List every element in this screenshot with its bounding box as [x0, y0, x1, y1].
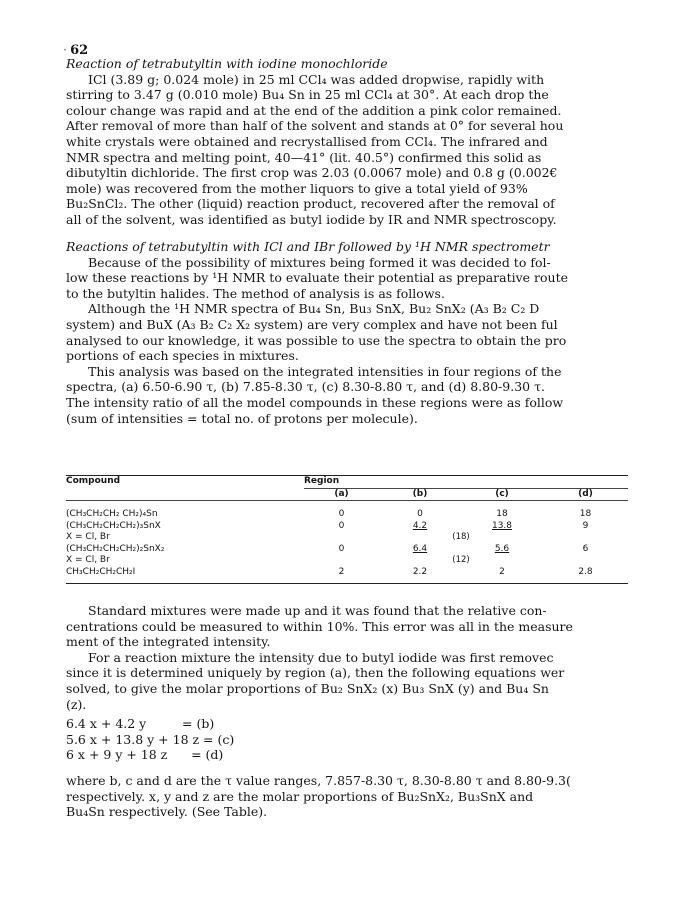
body-line: portions of each species in mixtures.: [66, 348, 299, 364]
equation: 6.4 x + 4.2 y = (b): [66, 716, 215, 732]
table-header-region-c: (c): [461, 488, 543, 501]
table-header-region: Region: [304, 476, 628, 489]
table-header-compound: Compound: [66, 476, 121, 486]
table-cell: 5.6: [494, 543, 510, 554]
section-heading: Reaction of tetrabutyltin with iodine monochloride: [66, 56, 388, 71]
body-line: Because of the possibility of mixtures being formed it was decided to fol-: [88, 254, 551, 270]
table-row: [66, 532, 628, 544]
table-cell: 2.8: [578, 566, 593, 577]
combined-intensity: (12): [452, 555, 470, 565]
body-line: white crystals were obtained and recrystallised from CCl₄. The infrared and: [66, 133, 548, 149]
body-line: Although the ¹H NMR spectra of Bu₄ Sn, Bu₃ SnX, Bu₂ SnX₂ (A₃ B₂ C₂ D: [88, 301, 540, 317]
table-cell: 2.2: [412, 566, 428, 577]
body-line: respectively. x, y and z are the molar proportions of Bu₂SnX₂, Bu₃SnX and: [66, 788, 534, 804]
body-line: all of the solvent, was identified as butyl iodide by IR and NMR spectroscopy.: [66, 211, 557, 227]
table-cell: 18: [579, 509, 592, 519]
section-iodine-monochloride: [66, 56, 676, 228]
table-row: [66, 509, 628, 521]
nmr-intensity-table: [66, 475, 628, 584]
table-cell: 0: [417, 509, 423, 519]
section-nmr-analysis: [66, 239, 676, 426]
table-cell-compound: (CH₃CH₂CH₂CH₂)₃SnX: [66, 520, 161, 531]
combined-intensity: (18): [452, 532, 470, 542]
table-header-region-a: (a): [304, 488, 379, 501]
table-cell: 2: [338, 566, 345, 577]
body-line: system) and BuX (A₃ B₂ C₂ X₂ system) are very complex and have not been ful: [66, 316, 558, 332]
table-header-region-b: (b): [379, 488, 461, 501]
body-line: to the butyltin halides. The method of analysis is as follows.: [66, 285, 445, 301]
table-cell: 6.4: [412, 543, 428, 554]
table-cell: 6: [582, 543, 589, 554]
table-cell-compound: X = Cl, Br: [66, 532, 110, 542]
table-cell-compound: (CH₃CH₂CH₂CH₂)₂SnX₂: [66, 543, 165, 554]
table-cell: 0: [338, 543, 345, 554]
body-line: Bu₄Sn respectively. (See Table).: [66, 804, 268, 820]
body-line: This analysis was based on the integrated intensities in four regions of the: [88, 363, 562, 379]
body-line: Bu₂SnCl₂. The other (liquid) reaction product, recovered after the removal of: [66, 196, 555, 212]
body-line: The intensity ratio of all the model compounds in these regions were as follow: [66, 394, 564, 410]
table-cell: 9: [582, 520, 589, 531]
body-line: ICl (3.89 g; 0.024 mole) in 25 ml CCl₄ was added dropwise, rapidly with: [88, 71, 545, 87]
table-cell: 4.2: [412, 520, 428, 531]
table-header-region-d: (d): [543, 488, 628, 501]
table-cell-compound: (CH₃CH₂CH₂ CH₂)₄Sn: [66, 509, 158, 519]
body-line: analysed to our knowledge, it was possible to use the spectra to obtain the pro: [66, 332, 567, 348]
body-line: solved, to give the molar proportions of Bu₂ SnX₂ (x) Bu₃ SnX (y) and Bu₄ Sn: [66, 680, 549, 696]
table-cell-compound: CH₃CH₂CH₂CH₂I: [66, 566, 136, 577]
body-line: ment of the integrated intensity.: [66, 634, 271, 650]
body-line: colour change was rapid and at the end of the addition a pink color remained.: [66, 102, 562, 118]
body-line: After removal of more than half of the solvent and stands at 0° for several hou: [66, 118, 564, 134]
table-cell: 0: [338, 520, 345, 531]
body-line: low these reactions by ¹H NMR to evaluate their potential as preparative route: [66, 270, 569, 286]
body-line: For a reaction mixture the intensity due to butyl iodide was first removec: [88, 649, 554, 665]
table-row: [66, 567, 628, 584]
table-cell-compound: X = Cl, Br: [66, 555, 110, 565]
body-line: stirring to 3.47 g (0.010 mole) Bu₄ Sn in 25 ml CCl₄ at 30°. At each drop the: [66, 87, 549, 103]
body-line: (z).: [66, 696, 87, 712]
equation: 6 x + 9 y + 18 z = (d): [66, 747, 224, 763]
body-line: centrations could be measured to within 10%. This error was all in the measure: [66, 618, 573, 634]
equation: 5.6 x + 13.8 y + 18 z = (c): [66, 731, 235, 747]
table-row: [66, 555, 628, 567]
body-line: where b, c and d are the τ value ranges, 7.857-8.30 τ, 8.30-8.80 τ and 8.80-9.3(: [66, 772, 571, 788]
body-line: NMR spectra and melting point, 40—41° (lit. 40.5°) confirmed this solid as: [66, 149, 542, 165]
body-line: dibutyltin dichloride. The first crop was 2.03 (0.0067 mole) and 0.8 g (0.002€: [66, 165, 558, 181]
body-line: since it is determined uniquely by region (a), then the following equations wer: [66, 665, 565, 681]
section-results: [66, 603, 676, 820]
table-row: [66, 521, 628, 533]
table-cell: 18: [496, 509, 508, 519]
table-cell: 2: [499, 566, 505, 577]
table-cell: 13.8: [491, 520, 513, 531]
table-cell: 0: [338, 509, 345, 519]
body-line: spectra, (a) 6.50-6.90 τ, (b) 7.85-8.30 τ, (c) 8.30-8.80 τ, and (d) 8.80-9.30 τ.: [66, 379, 545, 395]
section-heading: Reactions of tetrabutyltin with ICl and IBr followed by ¹H NMR spectrometr: [66, 239, 550, 254]
table-row: [66, 544, 628, 556]
body-line: (sum of intensities = total no. of protons per molecule).: [66, 410, 418, 426]
body-line: mole) was recovered from the mother liquors to give a total yield of 93%: [66, 180, 528, 196]
body-line: Standard mixtures were made up and it was found that the relative con-: [88, 603, 547, 618]
page-number: · 62: [63, 43, 88, 58]
